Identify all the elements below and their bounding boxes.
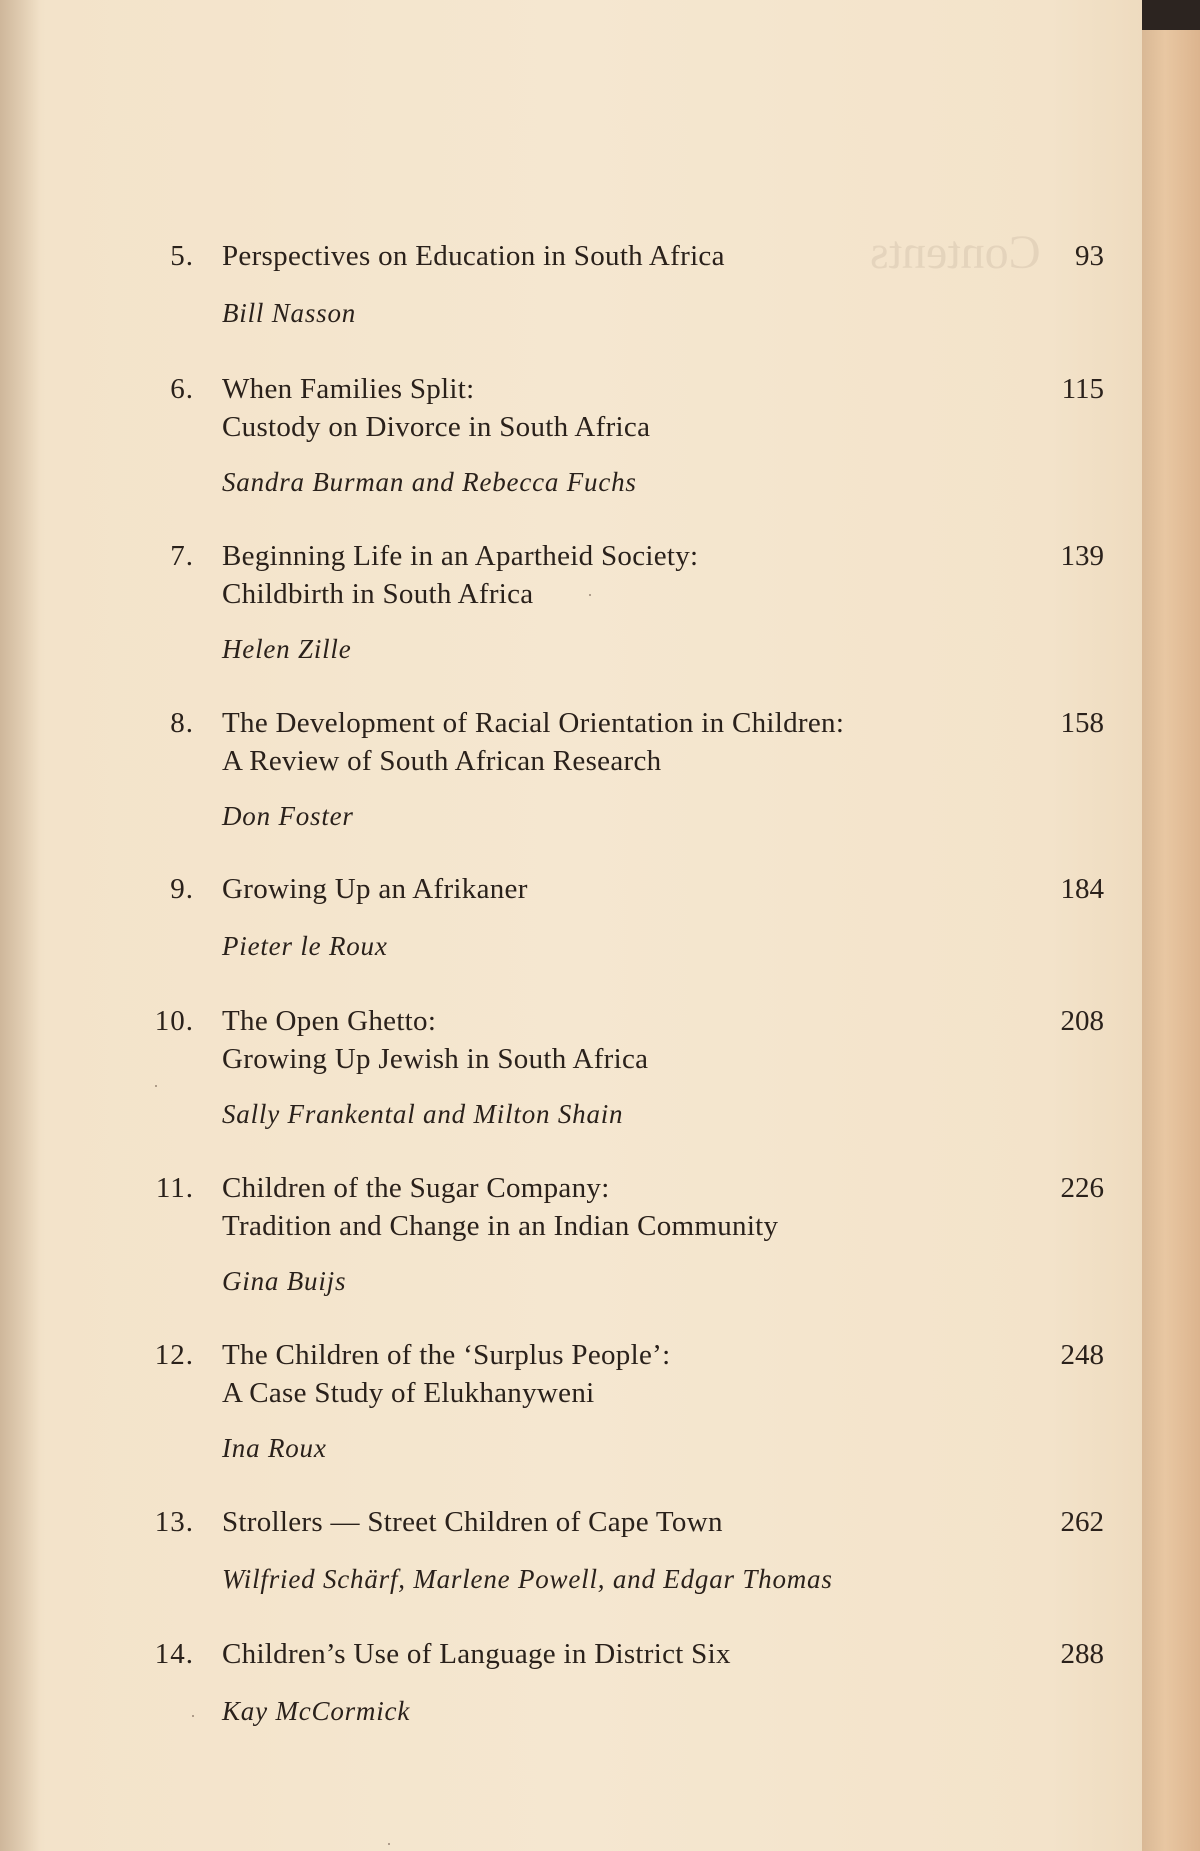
chapter-title: Strollers — Street Children of Cape Town (222, 1506, 723, 1538)
paper-speck (192, 1715, 194, 1717)
chapter-author: Sally Frankental and Milton Shain (222, 1099, 624, 1129)
chapter-author: Don Foster (222, 801, 354, 831)
show-through-text: Contents (870, 226, 1041, 279)
chapter-title: Growing Up an Afrikaner (222, 873, 528, 905)
page-number: 262 (1060, 1506, 1104, 1538)
chapter-title: The Children of the ‘Surplus People’: (222, 1339, 671, 1371)
page-number: 184 (1060, 873, 1104, 905)
page-number: 208 (1060, 1005, 1104, 1037)
page-number: 226 (1060, 1172, 1104, 1204)
page-number: 93 (1075, 240, 1104, 272)
chapter-number: 7. (170, 540, 194, 572)
chapter-number: 9. (170, 873, 194, 905)
chapter-subtitle: A Case Study of Elukhanyweni (222, 1377, 595, 1409)
chapter-author: Wilfried Schärf, Marlene Powell, and Edgar Thomas (222, 1564, 833, 1594)
chapter-number: 12. (154, 1339, 194, 1371)
chapter-number: 6. (170, 373, 194, 405)
chapter-number: 8. (170, 707, 194, 739)
chapter-number: 10. (154, 1005, 194, 1037)
chapter-title: Children of the Sugar Company: (222, 1172, 610, 1204)
chapter-number: 5. (170, 240, 194, 272)
chapter-title: Perspectives on Education in South Africa (222, 240, 725, 272)
chapter-title: When Families Split: (222, 373, 475, 405)
paper-speck (388, 1843, 390, 1845)
chapter-number: 11. (155, 1172, 194, 1204)
chapter-author: Kay McCormick (222, 1696, 411, 1726)
page-number: 288 (1060, 1638, 1104, 1670)
chapter-author: Bill Nasson (222, 298, 357, 328)
chapter-subtitle: Tradition and Change in an Indian Community (222, 1210, 779, 1242)
chapter-subtitle: Custody on Divorce in South Africa (222, 411, 651, 443)
chapter-author: Helen Zille (222, 634, 352, 664)
chapter-title: The Development of Racial Orientation in Children: (222, 707, 845, 739)
chapter-subtitle: Childbirth in South Africa (222, 578, 534, 610)
chapter-title: Children’s Use of Language in District Six (222, 1638, 731, 1670)
chapter-number: 14. (154, 1638, 194, 1670)
page-edge-shadow (1142, 0, 1200, 30)
paper-speck (155, 1085, 157, 1087)
chapter-number: 13. (154, 1506, 194, 1538)
chapter-subtitle: Growing Up Jewish in South Africa (222, 1043, 649, 1075)
chapter-title: Beginning Life in an Apartheid Society: (222, 540, 699, 572)
chapter-author: Pieter le Roux (222, 931, 388, 961)
chapter-author: Ina Roux (222, 1433, 327, 1463)
chapter-author: Gina Buijs (222, 1266, 347, 1296)
page-number: 139 (1060, 540, 1104, 572)
chapter-subtitle: A Review of South African Research (222, 745, 662, 777)
chapter-title: The Open Ghetto: (222, 1005, 437, 1037)
paper-speck (589, 594, 591, 596)
chapter-author: Sandra Burman and Rebecca Fuchs (222, 467, 637, 497)
page-edge (1142, 0, 1200, 1851)
page-number: 115 (1061, 373, 1104, 405)
page-number: 158 (1060, 707, 1104, 739)
page-number: 248 (1060, 1339, 1104, 1371)
